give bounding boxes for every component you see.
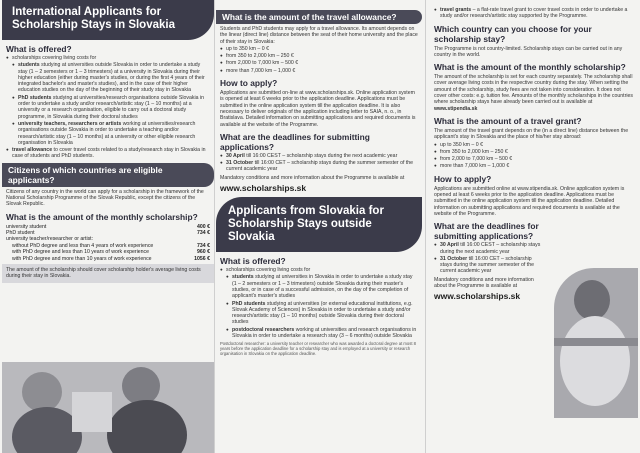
country-text: The Programme is not country-limited. Scholarship stays can be carried out in any country in the world. xyxy=(434,45,623,58)
sub-amount-value: 960 € xyxy=(197,249,210,256)
banner-slovakia xyxy=(216,197,422,252)
amount-list xyxy=(6,224,210,243)
amount-label: PhD student xyxy=(6,230,35,237)
distance-item: ● from 350 to 2,000 km – 250 € xyxy=(434,149,634,155)
amount-label: university student xyxy=(6,223,47,230)
deadline-text: till 16:00 CET – scholarship stays during the summer semester of the current academic year xyxy=(440,255,534,275)
deadline-item xyxy=(434,256,544,275)
footnote: Postdoctoral researcher: a university teacher or researcher who was awarded a doctoral degree at most 8 years before the application deadline for a scholarship stay and is employed at a university or research organisation in Slovakia on the application deadline. xyxy=(220,341,416,357)
phd-text: studying at universities/research organisations outside Slovakia in order to undertake a study and/or research/artistic stay (1 – 10 months) at a university or a research organisation, eligible to carry out a doctoral study programme, in Slovakia during their doctoral studies xyxy=(18,94,204,120)
heading-travel-grant: What is the amount of a travel grant? xyxy=(434,115,582,126)
grant-items xyxy=(434,142,634,170)
amount-label: university teacher/researcher or artist: xyxy=(6,236,94,243)
deadline-text: till 16:00 CEST – scholarship stays during the next academic year xyxy=(440,242,541,255)
deadline-date: 31 October xyxy=(440,255,468,262)
apply-text: Applications are submitted on-line at www.scholarships.sk. Online application system is opened at least 6 weeks prior to the application deadline. Applications must be submitted in the online application system till the application deadline. It is also necessary to deliver originals of the application including letter to SAIA, n. o., in Bratislava. Detailed information on submitting applications and required documents is available at the website of the Programme. xyxy=(220,90,416,128)
scholarships-intro: scholarships covering living costs for xyxy=(12,55,97,61)
deadline-text: till 16:00 CET – scholarship stays during the summer semester of the current academic year xyxy=(226,160,414,173)
travel-intro: Students and PhD students may apply for a travel allowance. Its amount depends on the linear (direct line) distance between the seat of their home university and the place of their stay in Slovakia: xyxy=(220,26,418,45)
deadline-date: 30 April xyxy=(440,242,459,249)
deadline-date: 30 April xyxy=(226,152,245,159)
deadline-item xyxy=(434,242,544,255)
scholarships-url-2[interactable]: www.scholarships.sk xyxy=(434,291,521,302)
amount-note-box xyxy=(2,264,214,283)
heading-travel-allowance: What is the amount of the travel allowance? xyxy=(216,10,422,24)
o-students-text: studying at universities in Slovakia in order to undertake a study stay (1 – 2 semesters or 1 – 3 trimesters) outside Slovakia during their master's studies, or in case of a successful admission, on the day of the completion of applicant's master's studies xyxy=(232,274,413,300)
grant-text: The amount of the travel grant depends on the (in a direct line) distance between the applicant's stay in Slovakia and the place of his/her stay abroad: xyxy=(434,127,629,141)
fold-line xyxy=(214,0,215,453)
fold-line xyxy=(425,0,426,453)
apply-text-2: Applications are submitted online at www.stipendia.sk. Online application system is opened at least 6 weeks prior to the application deadline. Applications must be submitted in the online application system till the application deadline. Detailed information on submitting applications and required documents is available at the website of the Programme. xyxy=(434,185,625,217)
list-item xyxy=(226,301,418,326)
amount-value: 734 € xyxy=(197,230,210,237)
deadlines-list xyxy=(220,153,418,173)
o-phd-title: PhD students xyxy=(232,300,266,307)
deadline-date: 31 October xyxy=(226,160,254,167)
heading-how-to-apply: How to apply? xyxy=(220,78,278,89)
phd-title: PhD students xyxy=(18,94,52,101)
heading-amount-abroad: What is the amount of the monthly scholarship? xyxy=(434,62,626,73)
banner-title: International Applicants for Scholarship Stays in Slovakia xyxy=(12,6,175,31)
banner-international xyxy=(2,0,214,40)
distance-item: ● more than 7,000 km – 1,000 € xyxy=(434,163,634,169)
heading-what-offered: What is offered? xyxy=(6,44,72,54)
list-item xyxy=(226,274,418,299)
citizens-text: Citizens of any country in the world can apply for a scholarship in the framework of the National Scholarship Programme of the Slovak Republic, except the citizens of the Slovak Republic. xyxy=(6,188,204,208)
deadline-text: till 16:00 CEST – scholarship stays during the next academic year xyxy=(246,152,398,159)
list-item xyxy=(12,95,210,120)
o-students-title: students xyxy=(232,274,254,281)
amount-value: 400 € xyxy=(197,223,210,230)
deadline-item xyxy=(220,153,418,159)
teachers-title: university teachers, researchers or artists xyxy=(18,120,122,127)
sub-amount-row xyxy=(12,256,210,262)
amount-text-abroad xyxy=(434,74,634,112)
photo-students xyxy=(2,362,214,453)
distance-item: ● up to 350 km – 0 € xyxy=(434,142,634,148)
students-text: studying at universities outside Slovakia in order to undertake a study stay (1 – 2 semesters or 1 – 3 trimesters) at a university in Slovakia during their higher education (either during master's studies, or during the first 4 years of their integrated bachelor's and master's studies), and in the case of their higher education studies on the day of the beginning of their study stay in Slovakia xyxy=(18,62,205,94)
heading-deadlines-2: What are the deadlines for submitting applications? xyxy=(434,221,539,242)
list-item xyxy=(220,267,418,273)
distance-item: ● from 2,000 to 7,000 km – 500 € xyxy=(220,60,418,66)
distance-item: ● up to 350 km – 0 € xyxy=(220,46,418,52)
distance-item: ● from 2,000 to 7,000 km – 500 € xyxy=(434,156,634,162)
travel-grants-text: – a flat-rate travel grant to cover travel costs in order to undertake a study and/or research/artistic stay supported by the Programme. xyxy=(440,7,628,20)
column-abroad xyxy=(430,0,638,453)
heading-citizens: Citizens of which countries are eligible applicants? xyxy=(2,163,214,187)
sub-amount-label: without PhD degree and less than 4 years of work experience xyxy=(12,242,154,249)
mandatory-text: Mandatory conditions and more information about the Programme is available at xyxy=(220,174,405,181)
heading-how-to-apply-2: How to apply? xyxy=(434,173,492,184)
travel-grants-title: travel grants xyxy=(440,7,472,13)
sub-amount-value: 1056 € xyxy=(194,255,210,262)
scholarships-url[interactable]: www.scholarships.sk xyxy=(220,183,307,194)
column-international xyxy=(2,0,214,453)
list-item xyxy=(12,62,210,93)
students-title: students xyxy=(18,62,40,69)
deadline-item xyxy=(220,160,418,173)
amount-text: The amount of the scholarship is set for each country separately. The scholarship shall cover average living costs in the respective country during the stay. When setting the amount of the scholarship, study fees are not taken into consideration. It does not cover other costs: e.g. tuition fee. Amounts of the monthly scholarships in the countries where scholarship stays have already been carried out is available at xyxy=(434,74,633,106)
stipendia-url[interactable]: www.stipendia.sk xyxy=(434,105,478,112)
sub-amount-label: with PhD degree and less than 10 years of work experience xyxy=(12,249,149,256)
banner-title-slovakia: Applicants from Slovakia for Scholarship Stays outside Slovakia xyxy=(228,205,384,244)
deadlines-list-2 xyxy=(434,242,544,274)
o-postdoc-title: postdoctoral researchers xyxy=(232,326,295,333)
distance-item: ● more than 7,000 km – 1,000 € xyxy=(220,68,418,74)
travel-text: to cover travel costs related to a study/research stay in Slovakia in case of students and PhD students. xyxy=(12,147,206,160)
sub-amount-value: 734 € xyxy=(197,242,210,249)
column-travel-allowance xyxy=(216,0,422,453)
distance-item: ● from 350 to 2,000 km – 250 € xyxy=(220,53,418,59)
list-item xyxy=(434,7,634,20)
photo-researcher xyxy=(554,268,638,418)
heading-amount: What is the amount of the monthly scholarship? xyxy=(6,211,198,222)
list-item xyxy=(226,327,418,340)
o-postdoc-text: working at universities and research organisations in Slovakia in order to undertake a research stay (3 – 6 months) outside Slovakia xyxy=(232,326,417,340)
sub-amount-list xyxy=(6,243,210,262)
teachers-text: working at universities/research organisations outside Slovakia in order to undertake a teaching and/or research/artistic stay (1 – 10 months) at a university or other eligible research organisation in Slovakia xyxy=(18,120,196,146)
heading-country: Which country can you choose for your scholarship stay? xyxy=(434,23,592,44)
heading-what-offered-2: What is offered? xyxy=(220,256,286,267)
travel-items xyxy=(220,46,418,74)
list-item xyxy=(6,147,210,160)
heading-deadlines: What are the deadlines for submitting applications? xyxy=(220,131,370,152)
mandatory-text-2: Mandatory conditions and more information about the Programme is available at xyxy=(434,276,534,290)
travel-title: travel allowance xyxy=(12,147,53,154)
amount-note: The amount of the scholarship should cover scholarship holder's average living costs during their stay in Slovakia. xyxy=(6,267,201,280)
offered-intro: scholarships covering living costs for xyxy=(226,267,311,274)
o-phd-text: studying at universities (or external educational institutions, e.g. Slovak Academy of Sciences) in Slovakia in order to undertake a study and/or research/artistic stay (1 – 10 months) outside Slovakia during their doctoral studies xyxy=(232,300,413,326)
sub-amount-label: with PhD degree and more than 10 years of work experience xyxy=(12,255,152,262)
list-item xyxy=(6,55,210,61)
list-item xyxy=(12,121,210,146)
